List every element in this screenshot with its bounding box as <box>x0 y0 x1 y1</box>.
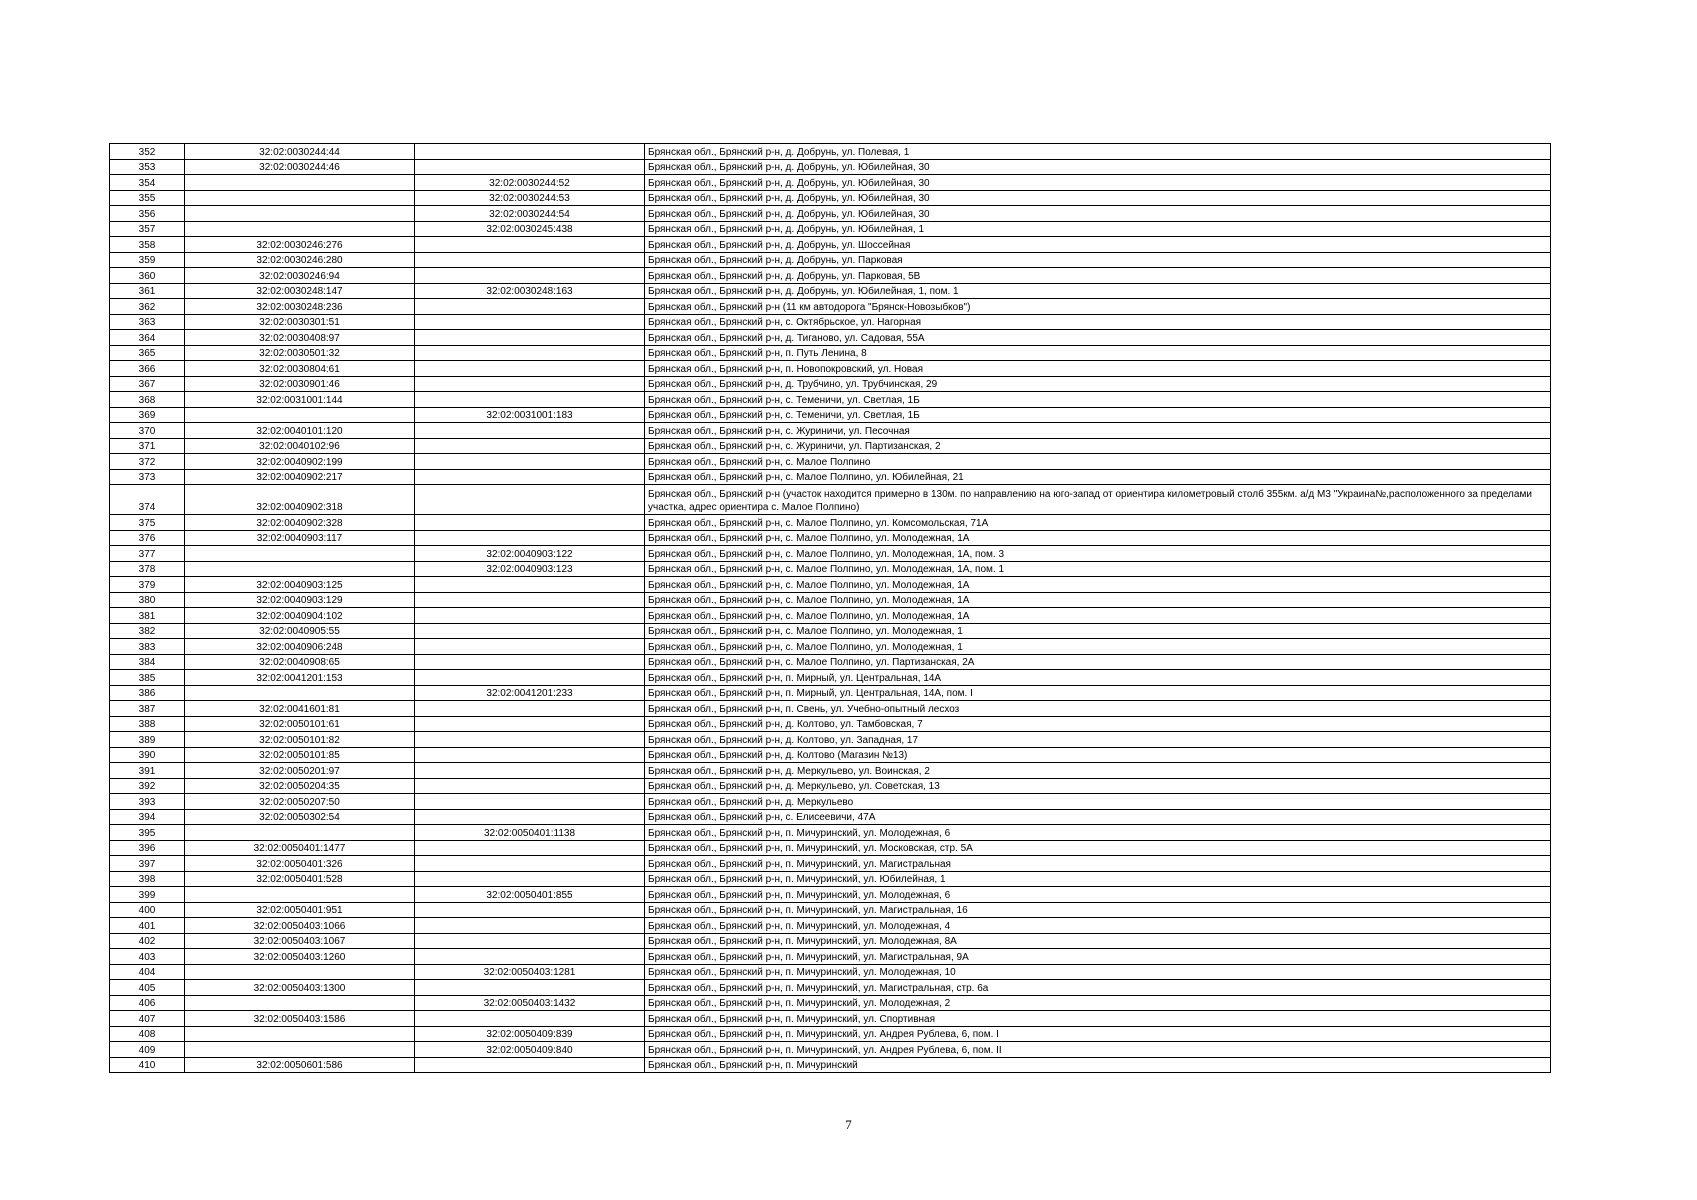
related-cadastral-number-cell <box>415 871 645 887</box>
related-cadastral-number-cell <box>415 361 645 377</box>
related-cadastral-number-cell <box>415 1011 645 1027</box>
cadastral-number-cell: 32:02:0040904:102 <box>185 608 415 624</box>
address-cell: Брянская обл., Брянский р-н, д. Добрунь, ул. Полевая, 1 <box>645 144 1551 160</box>
row-number-cell: 389 <box>110 732 185 748</box>
cadastral-number-cell: 32:02:0050401:326 <box>185 856 415 872</box>
table-row <box>110 1026 1551 1042</box>
cadastral-number-cell <box>185 221 415 237</box>
cadastral-number-cell: 32:02:0030246:280 <box>185 252 415 268</box>
row-number-cell: 358 <box>110 237 185 253</box>
page-number: 7 <box>845 1117 852 1132</box>
related-cadastral-number-cell <box>415 159 645 175</box>
cadastral-number-cell: 32:02:0050601:586 <box>185 1057 415 1073</box>
cadastral-number-cell <box>185 887 415 903</box>
address-cell: Брянская обл., Брянский р-н, п. Мирный, ул. Центральная, 14А, пом. I <box>645 685 1551 701</box>
address-cell: Брянская обл., Брянский р-н, с. Малое Полпино, ул. Молодежная, 1А, пом. 3 <box>645 546 1551 562</box>
related-cadastral-number-cell <box>415 902 645 918</box>
row-number-cell: 375 <box>110 515 185 531</box>
table-row <box>110 856 1551 872</box>
row-number-cell: 365 <box>110 345 185 361</box>
related-cadastral-number-cell: 32:02:0030244:53 <box>415 190 645 206</box>
cadastral-number-cell: 32:02:0050403:1260 <box>185 949 415 965</box>
related-cadastral-number-cell: 32:02:0050409:840 <box>415 1042 645 1058</box>
related-cadastral-number-cell <box>415 918 645 934</box>
cadastral-number-cell: 32:02:0050302:54 <box>185 809 415 825</box>
table-row <box>110 438 1551 454</box>
row-number-cell: 385 <box>110 670 185 686</box>
row-number-cell: 397 <box>110 856 185 872</box>
related-cadastral-number-cell <box>415 701 645 717</box>
row-number-cell: 372 <box>110 454 185 470</box>
address-cell: Брянская обл., Брянский р-н, с. Теменичи, ул. Светлая, 1Б <box>645 407 1551 423</box>
table-row <box>110 747 1551 763</box>
address-cell: Брянская обл., Брянский р-н, п. Мичуринский, ул. Молодежная, 2 <box>645 995 1551 1011</box>
cadastral-number-cell: 32:02:0050401:528 <box>185 871 415 887</box>
address-cell: Брянская обл., Брянский р-н, д. Добрунь, ул. Юбилейная, 30 <box>645 159 1551 175</box>
related-cadastral-number-cell <box>415 794 645 810</box>
table-row <box>110 980 1551 996</box>
address-cell: Брянская обл., Брянский р-н, с. Теменичи, ул. Светлая, 1Б <box>645 392 1551 408</box>
table-row <box>110 685 1551 701</box>
row-number-cell: 357 <box>110 221 185 237</box>
row-number-cell: 367 <box>110 376 185 392</box>
cadastral-number-cell: 32:02:0031001:144 <box>185 392 415 408</box>
row-number-cell: 371 <box>110 438 185 454</box>
row-number-cell: 387 <box>110 701 185 717</box>
related-cadastral-number-cell <box>415 840 645 856</box>
table-row <box>110 283 1551 299</box>
related-cadastral-number-cell <box>415 423 645 439</box>
related-cadastral-number-cell <box>415 299 645 315</box>
row-number-cell: 354 <box>110 175 185 191</box>
row-number-cell: 398 <box>110 871 185 887</box>
address-cell: Брянская обл., Брянский р-н, д. Меркульево <box>645 794 1551 810</box>
cadastral-number-cell: 32:02:0041601:81 <box>185 701 415 717</box>
address-cell: Брянская обл., Брянский р-н, с. Малое Полпино, ул. Молодежная, 1А <box>645 608 1551 624</box>
row-number-cell: 362 <box>110 299 185 315</box>
address-cell: Брянская обл., Брянский р-н, п. Свень, ул. Учебно-опытный лесхоз <box>645 701 1551 717</box>
cadastral-number-cell <box>185 964 415 980</box>
cadastral-number-cell <box>185 407 415 423</box>
table-row <box>110 949 1551 965</box>
related-cadastral-number-cell: 32:02:0030245:438 <box>415 221 645 237</box>
row-number-cell: 401 <box>110 918 185 934</box>
table-row <box>110 639 1551 655</box>
related-cadastral-number-cell <box>415 330 645 346</box>
row-number-cell: 407 <box>110 1011 185 1027</box>
cadastral-number-cell: 32:02:0030501:32 <box>185 345 415 361</box>
table-row <box>110 763 1551 779</box>
address-cell: Брянская обл., Брянский р-н, с. Елисеевичи, 47А <box>645 809 1551 825</box>
related-cadastral-number-cell <box>415 716 645 732</box>
address-cell: Брянская обл., Брянский р-н, д. Меркульево, ул. Советская, 13 <box>645 778 1551 794</box>
related-cadastral-number-cell <box>415 1057 645 1073</box>
related-cadastral-number-cell <box>415 454 645 470</box>
registry-table-body <box>110 144 1551 1073</box>
table-row <box>110 871 1551 887</box>
property-registry-table <box>109 143 1551 1073</box>
row-number-cell: 403 <box>110 949 185 965</box>
cadastral-number-cell: 32:02:0030246:94 <box>185 268 415 284</box>
table-row <box>110 252 1551 268</box>
row-number-cell: 382 <box>110 623 185 639</box>
table-row <box>110 1042 1551 1058</box>
cadastral-number-cell <box>185 685 415 701</box>
related-cadastral-number-cell <box>415 237 645 253</box>
address-cell: Брянская обл., Брянский р-н, п. Новопокровский, ул. Новая <box>645 361 1551 377</box>
table-row <box>110 964 1551 980</box>
cadastral-number-cell: 32:02:0050201:97 <box>185 763 415 779</box>
cadastral-number-cell: 32:02:0030246:276 <box>185 237 415 253</box>
related-cadastral-number-cell: 32:02:0030248:163 <box>415 283 645 299</box>
cadastral-number-cell: 32:02:0040903:117 <box>185 530 415 546</box>
cadastral-number-cell <box>185 175 415 191</box>
row-number-cell: 352 <box>110 144 185 160</box>
address-cell: Брянская обл., Брянский р-н, с. Октябрьское, ул. Нагорная <box>645 314 1551 330</box>
cadastral-number-cell <box>185 1042 415 1058</box>
related-cadastral-number-cell <box>415 654 645 670</box>
table-row <box>110 1057 1551 1073</box>
address-cell: Брянская обл., Брянский р-н, с. Малое Полпино, ул. Комсомольская, 71А <box>645 515 1551 531</box>
related-cadastral-number-cell: 32:02:0050409:839 <box>415 1026 645 1042</box>
cadastral-number-cell: 32:02:0040902:328 <box>185 515 415 531</box>
cadastral-number-cell: 32:02:0040905:55 <box>185 623 415 639</box>
address-cell: Брянская обл., Брянский р-н, п. Мичуринский, ул. Андрея Рублева, 6, пом. II <box>645 1042 1551 1058</box>
related-cadastral-number-cell <box>415 933 645 949</box>
address-cell: Брянская обл., Брянский р-н, п. Мичуринский, ул. Московская, стр. 5А <box>645 840 1551 856</box>
table-row <box>110 221 1551 237</box>
related-cadastral-number-cell <box>415 376 645 392</box>
address-cell: Брянская обл., Брянский р-н, д. Добрунь, ул. Парковая, 5В <box>645 268 1551 284</box>
row-number-cell: 353 <box>110 159 185 175</box>
table-row <box>110 670 1551 686</box>
table-row <box>110 299 1551 315</box>
cadastral-number-cell <box>185 561 415 577</box>
row-number-cell: 379 <box>110 577 185 593</box>
cadastral-number-cell: 32:02:0050403:1586 <box>185 1011 415 1027</box>
row-number-cell: 388 <box>110 716 185 732</box>
cadastral-number-cell: 32:02:0040902:217 <box>185 469 415 485</box>
row-number-cell: 378 <box>110 561 185 577</box>
related-cadastral-number-cell <box>415 639 645 655</box>
table-row <box>110 654 1551 670</box>
table-row <box>110 778 1551 794</box>
cadastral-number-cell: 32:02:0040101:120 <box>185 423 415 439</box>
table-row <box>110 237 1551 253</box>
address-cell: Брянская обл., Брянский р-н, п. Мичуринский, ул. Юбилейная, 1 <box>645 871 1551 887</box>
row-number-cell: 355 <box>110 190 185 206</box>
row-number-cell: 406 <box>110 995 185 1011</box>
related-cadastral-number-cell <box>415 144 645 160</box>
table-row <box>110 840 1551 856</box>
address-cell: Брянская обл., Брянский р-н, с. Малое Полпино <box>645 454 1551 470</box>
related-cadastral-number-cell: 32:02:0041201:233 <box>415 685 645 701</box>
related-cadastral-number-cell: 32:02:0031001:183 <box>415 407 645 423</box>
row-number-cell: 374 <box>110 485 185 515</box>
address-cell: Брянская обл., Брянский р-н, д. Тиганово, ул. Садовая, 55А <box>645 330 1551 346</box>
address-cell: Брянская обл., Брянский р-н, п. Мичуринский, ул. Молодежная, 6 <box>645 887 1551 903</box>
related-cadastral-number-cell <box>415 469 645 485</box>
table-row <box>110 809 1551 825</box>
cadastral-number-cell: 32:02:0050204:35 <box>185 778 415 794</box>
table-row <box>110 995 1551 1011</box>
address-cell: Брянская обл., Брянский р-н, с. Журиничи, ул. Партизанская, 2 <box>645 438 1551 454</box>
row-number-cell: 361 <box>110 283 185 299</box>
row-number-cell: 381 <box>110 608 185 624</box>
address-cell: Брянская обл., Брянский р-н, п. Мичуринский, ул. Магистральная, 16 <box>645 902 1551 918</box>
row-number-cell: 405 <box>110 980 185 996</box>
table-row <box>110 407 1551 423</box>
address-cell: Брянская обл., Брянский р-н, д. Добрунь, ул. Юбилейная, 30 <box>645 206 1551 222</box>
related-cadastral-number-cell <box>415 809 645 825</box>
address-cell: Брянская обл., Брянский р-н, с. Малое Полпино, ул. Молодежная, 1А <box>645 577 1551 593</box>
address-cell: Брянская обл., Брянский р-н, д. Трубчино, ул. Трубчинская, 29 <box>645 376 1551 392</box>
related-cadastral-number-cell: 32:02:0050403:1432 <box>415 995 645 1011</box>
row-number-cell: 366 <box>110 361 185 377</box>
table-row <box>110 423 1551 439</box>
address-cell: Брянская обл., Брянский р-н, д. Добрунь, ул. Юбилейная, 30 <box>645 190 1551 206</box>
row-number-cell: 408 <box>110 1026 185 1042</box>
address-cell: Брянская обл., Брянский р-н (11 км автодорога "Брянск-Новозыбков") <box>645 299 1551 315</box>
cadastral-number-cell: 32:02:0041201:153 <box>185 670 415 686</box>
cadastral-number-cell: 32:02:0050403:1300 <box>185 980 415 996</box>
table-row <box>110 623 1551 639</box>
address-cell: Брянская обл., Брянский р-н, с. Малое Полпино, ул. Партизанская, 2А <box>645 654 1551 670</box>
cadastral-number-cell <box>185 206 415 222</box>
row-number-cell: 360 <box>110 268 185 284</box>
address-cell: Брянская обл., Брянский р-н, с. Малое Полпино, ул. Молодежная, 1А <box>645 592 1551 608</box>
address-cell: Брянская обл., Брянский р-н, с. Журиничи, ул. Песочная <box>645 423 1551 439</box>
related-cadastral-number-cell: 32:02:0050401:855 <box>415 887 645 903</box>
address-cell: Брянская обл., Брянский р-н, п. Путь Ленина, 8 <box>645 345 1551 361</box>
row-number-cell: 410 <box>110 1057 185 1073</box>
table-row <box>110 561 1551 577</box>
row-number-cell: 373 <box>110 469 185 485</box>
row-number-cell: 363 <box>110 314 185 330</box>
related-cadastral-number-cell <box>415 778 645 794</box>
related-cadastral-number-cell: 32:02:0040903:123 <box>415 561 645 577</box>
row-number-cell: 390 <box>110 747 185 763</box>
related-cadastral-number-cell: 32:02:0050401:1138 <box>415 825 645 841</box>
table-row <box>110 794 1551 810</box>
table-row <box>110 361 1551 377</box>
address-cell: Брянская обл., Брянский р-н, п. Мичуринский, ул. Молодежная, 6 <box>645 825 1551 841</box>
cadastral-number-cell: 32:02:0050101:61 <box>185 716 415 732</box>
table-row <box>110 175 1551 191</box>
related-cadastral-number-cell: 32:02:0040903:122 <box>415 546 645 562</box>
related-cadastral-number-cell <box>415 608 645 624</box>
related-cadastral-number-cell <box>415 670 645 686</box>
address-cell: Брянская обл., Брянский р-н, с. Малое Полпино, ул. Молодежная, 1 <box>645 639 1551 655</box>
address-cell: Брянская обл., Брянский р-н, д. Колтово, ул. Западная, 17 <box>645 732 1551 748</box>
cadastral-number-cell: 32:02:0030244:46 <box>185 159 415 175</box>
cadastral-number-cell: 32:02:0040908:65 <box>185 654 415 670</box>
table-row <box>110 485 1551 515</box>
related-cadastral-number-cell <box>415 623 645 639</box>
address-cell: Брянская обл., Брянский р-н, п. Мичуринский, ул. Магистральная, 9А <box>645 949 1551 965</box>
address-cell: Брянская обл., Брянский р-н, д. Добрунь, ул. Юбилейная, 30 <box>645 175 1551 191</box>
related-cadastral-number-cell <box>415 530 645 546</box>
table-row <box>110 159 1551 175</box>
cadastral-number-cell: 32:02:0030408:97 <box>185 330 415 346</box>
related-cadastral-number-cell <box>415 763 645 779</box>
cadastral-number-cell <box>185 190 415 206</box>
table-row <box>110 732 1551 748</box>
address-cell: Брянская обл., Брянский р-н, с. Малое Полпино, ул. Юбилейная, 21 <box>645 469 1551 485</box>
cadastral-number-cell: 32:02:0030244:44 <box>185 144 415 160</box>
row-number-cell: 391 <box>110 763 185 779</box>
cadastral-number-cell: 32:02:0050403:1067 <box>185 933 415 949</box>
related-cadastral-number-cell <box>415 485 645 515</box>
row-number-cell: 364 <box>110 330 185 346</box>
row-number-cell: 383 <box>110 639 185 655</box>
address-cell: Брянская обл., Брянский р-н, п. Мичуринский, ул. Андрея Рублева, 6, пом. I <box>645 1026 1551 1042</box>
cadastral-number-cell: 32:02:0040102:96 <box>185 438 415 454</box>
row-number-cell: 359 <box>110 252 185 268</box>
table-row <box>110 515 1551 531</box>
related-cadastral-number-cell <box>415 252 645 268</box>
cadastral-number-cell: 32:02:0050401:951 <box>185 902 415 918</box>
cadastral-number-cell: 32:02:0050403:1066 <box>185 918 415 934</box>
table-row <box>110 577 1551 593</box>
cadastral-number-cell: 32:02:0030248:147 <box>185 283 415 299</box>
cadastral-number-cell: 32:02:0040902:199 <box>185 454 415 470</box>
address-cell: Брянская обл., Брянский р-н, п. Мирный, ул. Центральная, 14А <box>645 670 1551 686</box>
cadastral-number-cell <box>185 546 415 562</box>
row-number-cell: 368 <box>110 392 185 408</box>
row-number-cell: 377 <box>110 546 185 562</box>
related-cadastral-number-cell <box>415 747 645 763</box>
row-number-cell: 393 <box>110 794 185 810</box>
table-row <box>110 314 1551 330</box>
address-cell: Брянская обл., Брянский р-н, д. Добрунь, ул. Юбилейная, 1 <box>645 221 1551 237</box>
table-row <box>110 144 1551 160</box>
table-row <box>110 716 1551 732</box>
table-row <box>110 454 1551 470</box>
row-number-cell: 409 <box>110 1042 185 1058</box>
table-row <box>110 268 1551 284</box>
row-number-cell: 395 <box>110 825 185 841</box>
address-cell: Брянская обл., Брянский р-н, п. Мичуринский, ул. Магистральная, стр. 6а <box>645 980 1551 996</box>
cadastral-number-cell <box>185 825 415 841</box>
related-cadastral-number-cell <box>415 314 645 330</box>
table-row <box>110 392 1551 408</box>
table-row <box>110 546 1551 562</box>
row-number-cell: 394 <box>110 809 185 825</box>
address-cell: Брянская обл., Брянский р-н (участок находится примерно в 130м. по направлению на юго-запад от ориентира километровый столб 355км. а/д М3 "Украина№,расположенного за пределами участка, адрес ориентира с. Малое Полпино) <box>645 485 1551 515</box>
address-cell: Брянская обл., Брянский р-н, с. Малое Полпино, ул. Молодежная, 1А, пом. 1 <box>645 561 1551 577</box>
table-row <box>110 933 1551 949</box>
row-number-cell: 370 <box>110 423 185 439</box>
row-number-cell: 404 <box>110 964 185 980</box>
cadastral-number-cell <box>185 1026 415 1042</box>
row-number-cell: 356 <box>110 206 185 222</box>
related-cadastral-number-cell: 32:02:0030244:54 <box>415 206 645 222</box>
table-row <box>110 530 1551 546</box>
cadastral-number-cell: 32:02:0040903:125 <box>185 577 415 593</box>
address-cell: Брянская обл., Брянский р-н, п. Мичуринский, ул. Спортивная <box>645 1011 1551 1027</box>
address-cell: Брянская обл., Брянский р-н, д. Колтово, ул. Тамбовская, 7 <box>645 716 1551 732</box>
table-row <box>110 592 1551 608</box>
related-cadastral-number-cell <box>415 949 645 965</box>
row-number-cell: 384 <box>110 654 185 670</box>
related-cadastral-number-cell: 32:02:0030244:52 <box>415 175 645 191</box>
cadastral-number-cell: 32:02:0030804:61 <box>185 361 415 377</box>
cadastral-number-cell: 32:02:0030301:51 <box>185 314 415 330</box>
row-number-cell: 369 <box>110 407 185 423</box>
related-cadastral-number-cell <box>415 345 645 361</box>
related-cadastral-number-cell: 32:02:0050403:1281 <box>415 964 645 980</box>
related-cadastral-number-cell <box>415 577 645 593</box>
address-cell: Брянская обл., Брянский р-н, с. Малое Полпино, ул. Молодежная, 1А <box>645 530 1551 546</box>
row-number-cell: 402 <box>110 933 185 949</box>
table-row <box>110 701 1551 717</box>
related-cadastral-number-cell <box>415 392 645 408</box>
cadastral-number-cell: 32:02:0050207:50 <box>185 794 415 810</box>
address-cell: Брянская обл., Брянский р-н, п. Мичуринский, ул. Магистральная <box>645 856 1551 872</box>
related-cadastral-number-cell <box>415 592 645 608</box>
row-number-cell: 400 <box>110 902 185 918</box>
related-cadastral-number-cell <box>415 980 645 996</box>
address-cell: Брянская обл., Брянский р-н, д. Добрунь, ул. Юбилейная, 1, пом. 1 <box>645 283 1551 299</box>
row-number-cell: 380 <box>110 592 185 608</box>
table-row <box>110 345 1551 361</box>
related-cadastral-number-cell <box>415 732 645 748</box>
cadastral-number-cell: 32:02:0030248:236 <box>185 299 415 315</box>
table-row <box>110 469 1551 485</box>
related-cadastral-number-cell <box>415 515 645 531</box>
address-cell: Брянская обл., Брянский р-н, п. Мичуринский, ул. Молодежная, 4 <box>645 918 1551 934</box>
address-cell: Брянская обл., Брянский р-н, д. Меркульево, ул. Воинская, 2 <box>645 763 1551 779</box>
row-number-cell: 376 <box>110 530 185 546</box>
related-cadastral-number-cell <box>415 268 645 284</box>
address-cell: Брянская обл., Брянский р-н, п. Мичуринский, ул. Молодежная, 10 <box>645 964 1551 980</box>
table-row <box>110 918 1551 934</box>
row-number-cell: 396 <box>110 840 185 856</box>
table-row <box>110 376 1551 392</box>
related-cadastral-number-cell <box>415 438 645 454</box>
address-cell: Брянская обл., Брянский р-н, д. Добрунь, ул. Шоссейная <box>645 237 1551 253</box>
table-row <box>110 190 1551 206</box>
cadastral-number-cell: 32:02:0040903:129 <box>185 592 415 608</box>
table-row <box>110 825 1551 841</box>
table-row <box>110 1011 1551 1027</box>
table-row <box>110 608 1551 624</box>
cadastral-number-cell: 32:02:0040902:318 <box>185 485 415 515</box>
row-number-cell: 392 <box>110 778 185 794</box>
row-number-cell: 386 <box>110 685 185 701</box>
address-cell: Брянская обл., Брянский р-н, п. Мичуринский, ул. Молодежная, 8А <box>645 933 1551 949</box>
address-cell: Брянская обл., Брянский р-н, д. Добрунь, ул. Парковая <box>645 252 1551 268</box>
cadastral-number-cell: 32:02:0050401:1477 <box>185 840 415 856</box>
table-row <box>110 887 1551 903</box>
address-cell: Брянская обл., Брянский р-н, с. Малое Полпино, ул. Молодежная, 1 <box>645 623 1551 639</box>
cadastral-number-cell: 32:02:0050101:82 <box>185 732 415 748</box>
table-row <box>110 902 1551 918</box>
address-cell: Брянская обл., Брянский р-н, д. Колтово (Магазин №13) <box>645 747 1551 763</box>
related-cadastral-number-cell <box>415 856 645 872</box>
table-row <box>110 206 1551 222</box>
cadastral-number-cell: 32:02:0050101:85 <box>185 747 415 763</box>
cadastral-number-cell: 32:02:0030901:46 <box>185 376 415 392</box>
cadastral-number-cell <box>185 995 415 1011</box>
table-row <box>110 330 1551 346</box>
address-cell: Брянская обл., Брянский р-н, п. Мичуринский <box>645 1057 1551 1073</box>
row-number-cell: 399 <box>110 887 185 903</box>
cadastral-number-cell: 32:02:0040906:248 <box>185 639 415 655</box>
